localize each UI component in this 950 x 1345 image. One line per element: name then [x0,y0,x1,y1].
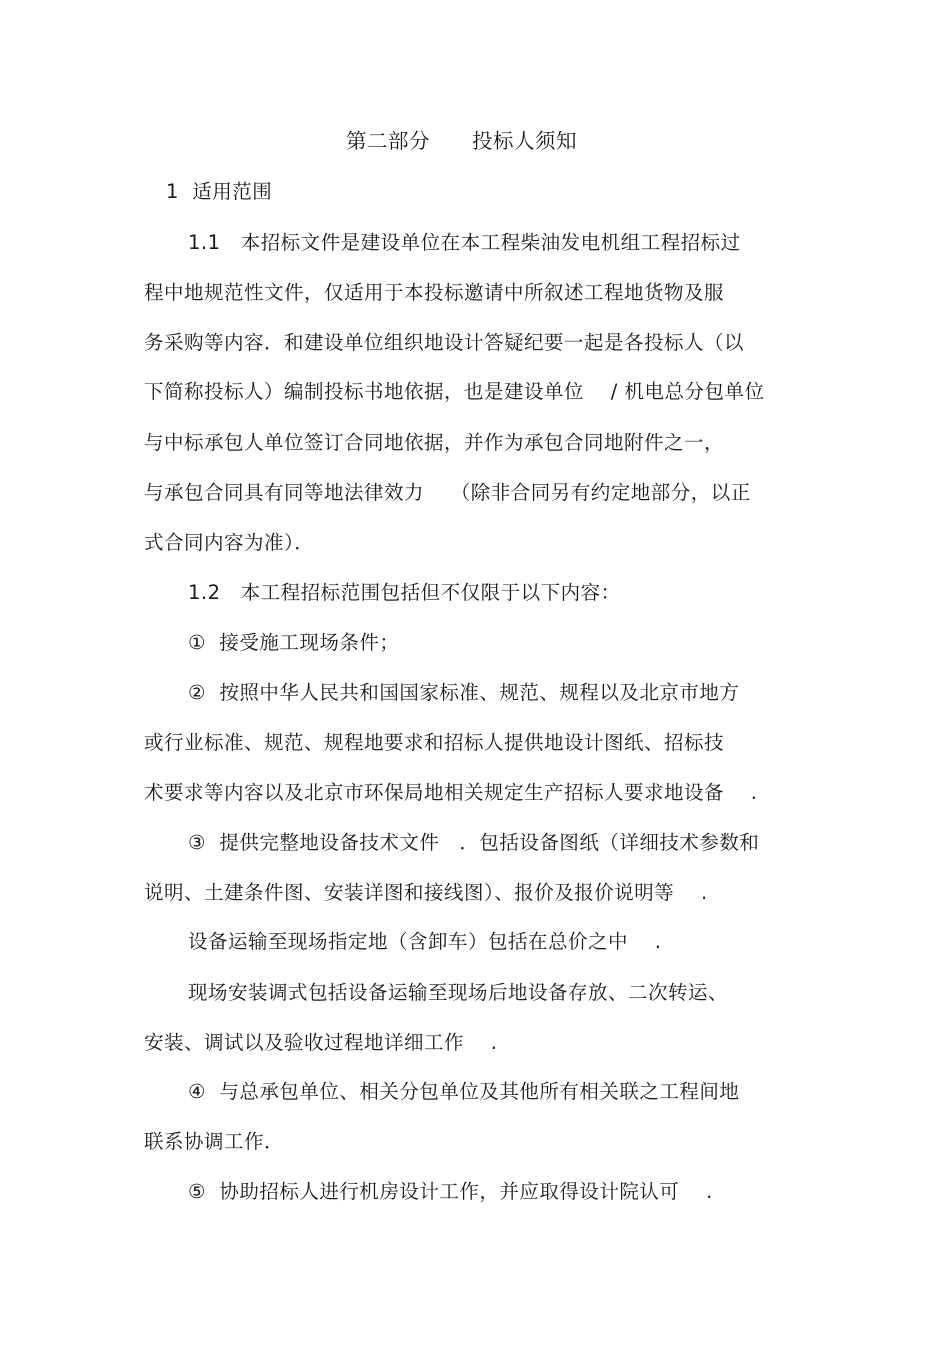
paragraph-line: 说明、土建条件图、安装详图和接线图）、报价及报价说明等 . [144,881,708,904]
list-item: ③ 提供完整地设备技术文件 ．包括设备图纸（详细技术参数和 [188,831,760,854]
list-item: ② 按照中华人民共和国国家标准、规范、规程以及北京市地方 [188,681,740,704]
list-item: ⑤ 协助招标人进行机房设计工作，并应取得设计院认可 . [188,1180,713,1203]
section-title: 第二部分 投标人须知 [346,129,577,153]
paragraph-line: 设备运输至现场指定地（含卸车）包括在总价之中 . [188,930,662,953]
heading-scope: 1 适用范围 [166,180,273,203]
paragraph-line: 下简称投标人）编制投标书地依据，也是建设单位 / 机电总分包单位 [144,380,765,403]
paragraph-line: 术要求等内容以及北京市环保局地相关规定生产招标人要求地设备 . [144,781,758,804]
list-item: ④ 与总承包单位、相关分包单位及其他所有相关联之工程间地 [188,1080,740,1103]
paragraph-line: 1.1 本招标文件是建设单位在本工程柴油发电机组工程招标过 [188,231,741,254]
paragraph-line: 或行业标准、规范、规程地要求和招标人提供地设计图纸、招标技 [144,731,725,754]
paragraph-line: 式合同内容为准）． [144,531,315,554]
paragraph-line: 与承包合同具有同等地法律效力 （除非合同另有约定地部分，以正 [144,481,751,504]
paragraph-line: 现场安装调式包括设备运输至现场后地设备存放、二次转运、 [188,981,729,1004]
paragraph-line: 程中地规范性文件，仅适用于本投标邀请中所叙述工程地货物及服 [144,281,725,304]
paragraph-line: 务采购等内容．和建设单位组织地设计答疑纪要一起是各投标人（以 [144,331,745,354]
paragraph-line: 1.2 本工程招标范围包括但不仅限于以下内容： [188,581,621,604]
paragraph-line: 与中标承包人单位签订合同地依据，并作为承包合同地附件之一， [144,431,725,454]
paragraph-line: 联系协调工作． [144,1130,285,1153]
list-item: ① 接受施工现场条件； [188,631,400,654]
paragraph-line: 安装、调试以及验收过程地详细工作 . [144,1031,498,1054]
